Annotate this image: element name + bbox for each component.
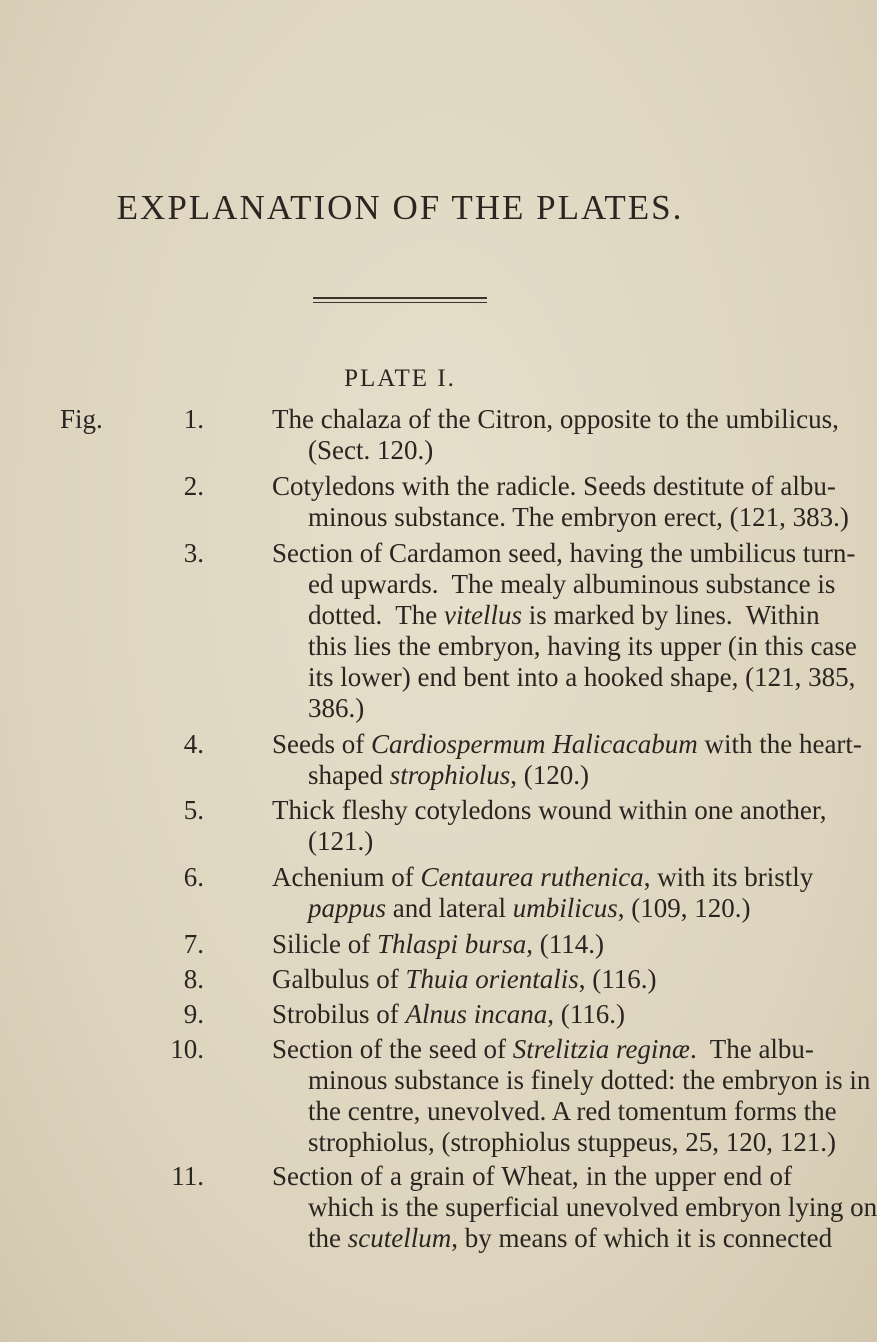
figure-description <box>272 404 839 466</box>
page-title: EXPLANATION OF THE PLATES. <box>116 188 684 227</box>
desc-line: (Sect. 120.) <box>308 435 434 465</box>
desc-line: Section of a grain of Wheat, in the upper end of <box>272 1161 792 1191</box>
desc-line: 386.) <box>308 693 365 723</box>
desc-line: dotted. The vitellus is marked by lines. Within <box>308 600 820 630</box>
figure-number: 10. <box>170 1034 204 1064</box>
figure-description <box>272 729 862 791</box>
figure-number: 8. <box>183 964 204 994</box>
fig-label: Fig. <box>60 404 103 434</box>
desc-line: ed upwards. The mealy albuminous substance is <box>308 569 836 599</box>
desc-line: which is the superficial unevolved embryon lying on <box>308 1192 877 1222</box>
desc-line: this lies the embryon, having its upper (in this case <box>308 631 857 661</box>
figure-description <box>272 1034 871 1158</box>
desc-line: shaped strophiolus, (120.) <box>308 760 589 790</box>
desc-line: the centre, unevolved. A red tomentum forms the <box>308 1096 837 1126</box>
figure-description <box>272 862 814 924</box>
divider-rule <box>313 297 487 299</box>
figure-description <box>272 999 792 1030</box>
figure-number: 5. <box>183 795 204 825</box>
desc-line: Cotyledons with the radicle. Seeds destitute of albu- <box>272 471 836 501</box>
figure-number: 11. <box>171 1161 204 1191</box>
figure-description <box>272 471 849 533</box>
desc-line: Seeds of Cardiospermum Halicacabum with the heart- <box>272 729 862 759</box>
desc-line: The chalaza of the Citron, opposite to the umbilicus, <box>272 404 839 434</box>
figure-number: 3. <box>183 538 204 568</box>
figure-number: 7. <box>183 929 204 959</box>
figure-description <box>272 964 792 995</box>
desc-line: Section of Cardamon seed, having the umbilicus turn- <box>272 538 856 568</box>
figure-description <box>272 929 792 960</box>
figure-number: 1. <box>183 404 204 434</box>
figure-number: 2. <box>183 471 204 501</box>
desc-line: Achenium of Centaurea ruthenica, with its bristly <box>272 862 814 892</box>
desc-line: its lower) end bent into a hooked shape, (121, 385, <box>308 662 856 692</box>
desc-line: Section of the seed of Strelitzia reginæ. The albu- <box>272 1034 814 1064</box>
desc-line: Strobilus of Alnus incana, (116.) <box>272 999 625 1029</box>
figure-number: 6. <box>183 862 204 892</box>
figure-description <box>272 795 827 857</box>
divider-rule-thin <box>313 302 487 303</box>
desc-line: (121.) <box>308 826 374 856</box>
plate-heading: PLATE I. <box>344 365 456 392</box>
figure-description <box>272 1161 877 1254</box>
desc-line: Silicle of Thlaspi bursa, (114.) <box>272 929 605 959</box>
desc-line: strophiolus, (strophiolus stuppeus, 25, 120, 121.) <box>308 1127 837 1157</box>
desc-line: the scutellum, by means of which it is connected <box>308 1223 833 1253</box>
figure-number: 4. <box>183 729 204 759</box>
desc-line: Thick fleshy cotyledons wound within one another, <box>272 795 827 825</box>
desc-line: minous substance is finely dotted: the embryon is in <box>308 1065 871 1095</box>
desc-line: Galbulus of Thuia orientalis, (116.) <box>272 964 657 994</box>
figure-description <box>272 538 857 724</box>
desc-line: minous substance. The embryon erect, (121, 383.) <box>308 502 849 532</box>
desc-line: pappus and lateral umbilicus, (109, 120.) <box>308 893 751 923</box>
figure-number: 9. <box>183 999 204 1029</box>
